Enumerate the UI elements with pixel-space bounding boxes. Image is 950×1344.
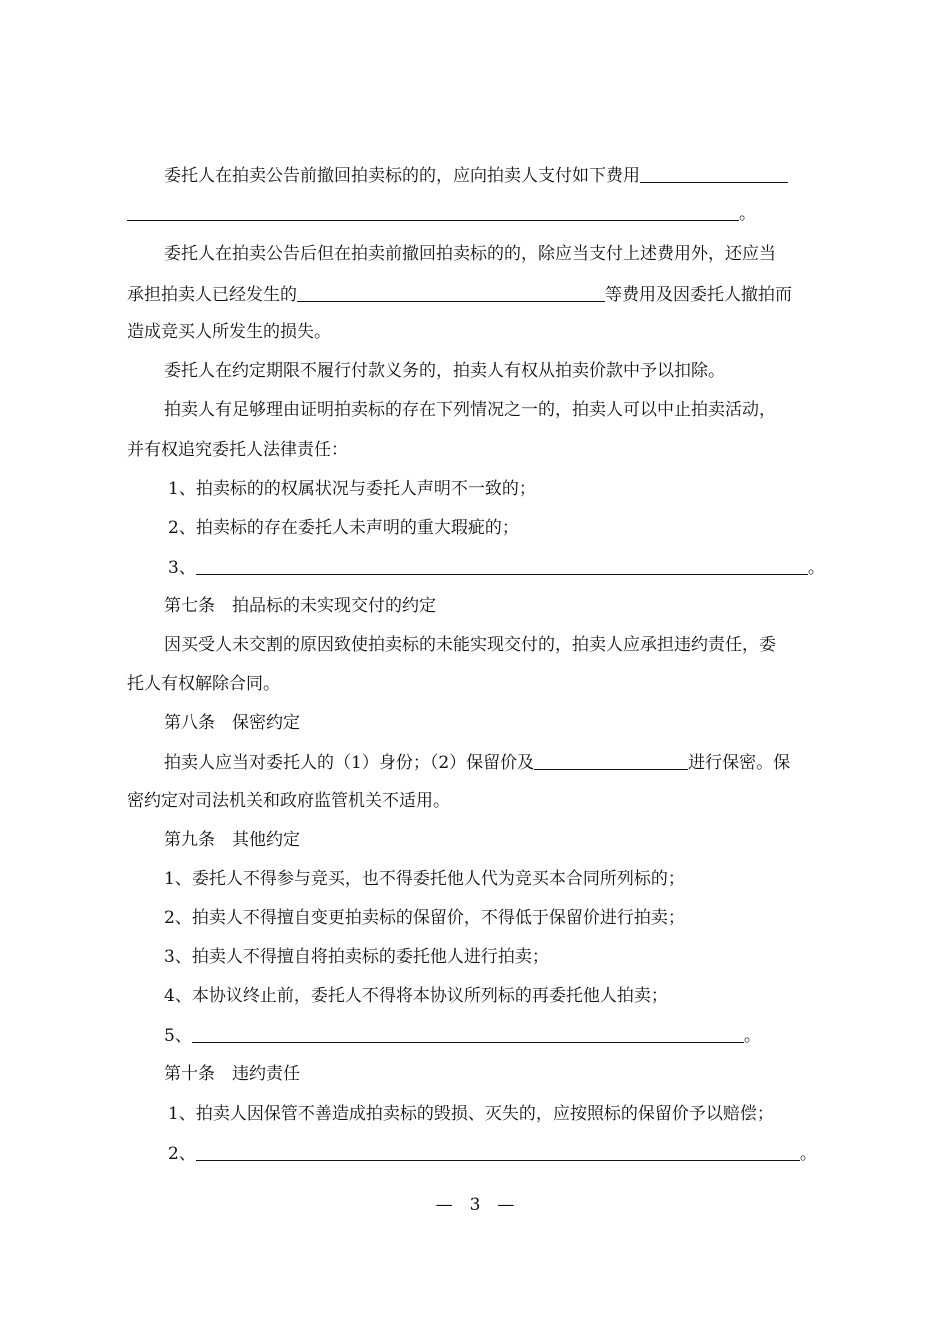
payment-default-clause [164, 360, 725, 382]
suspension-clause-line-1 [164, 399, 776, 421]
article-7-title-text: 第七条 拍品标的未实现交付的约定 [164, 596, 436, 616]
article-10-item-2-blank [196, 1142, 800, 1161]
suspension-item-1 [168, 478, 536, 500]
withdraw-after-notice-line-2 [127, 283, 792, 306]
article-7-text-2: 托人有权解除合同。 [127, 674, 280, 694]
article-9-item-3 [164, 946, 549, 968]
fee-blank-2 [127, 202, 739, 221]
article-8-line-1 [164, 751, 790, 774]
article-10-item-2 [168, 1142, 817, 1165]
article-7-title [164, 595, 436, 617]
suspension-item-2-text: 2、拍卖标的存在委托人未声明的重大瑕疵的； [168, 518, 519, 538]
article-9-item-3-text: 3、拍卖人不得擅自将拍卖标的委托他人进行拍卖； [164, 947, 549, 967]
article-9-item-1-text: 1、委托人不得参与竞买，也不得委托他人代为竞买本合同所列标的； [164, 869, 685, 889]
period: 。 [799, 1144, 817, 1164]
article-9-item-2-text: 2、拍卖人不得擅自变更拍卖标的保留价，不得低于保留价进行拍卖； [164, 908, 685, 928]
page-number: — 3 — [435, 1195, 515, 1215]
suspension-clause-text-1: 拍卖人有足够理由证明拍卖标的存在下列情况之一的，拍卖人可以中止拍卖活动， [164, 400, 776, 420]
suspension-item-3-label: 3、 [168, 558, 196, 578]
withdraw-before-notice-continuation [127, 202, 756, 225]
article-8-text-3: 密约定对司法机关和政府监管机关不适用。 [127, 791, 450, 811]
article-8-title-text: 第八条 保密约定 [164, 713, 300, 733]
article-9-title [164, 829, 300, 851]
withdraw-after-notice-text-3: 等费用及因委托人撤拍而 [605, 285, 792, 305]
period: 。 [739, 204, 756, 224]
article-7-line-1 [164, 634, 776, 656]
article-10-item-1-text: 1、拍卖人因保管不善造成拍卖标的毁损、灭失的，应按照标的保留价予以赔偿； [168, 1104, 774, 1124]
incurred-fee-blank [297, 283, 605, 302]
article-7-line-2 [127, 673, 280, 695]
fee-blank-1 [640, 164, 788, 183]
withdraw-after-notice-line-3 [127, 321, 331, 343]
article-8-text-1: 拍卖人应当对委托人的（1）身份；（2）保留价及 [164, 753, 535, 773]
suspension-item-2 [168, 517, 519, 539]
article-9-item-1 [164, 868, 685, 890]
period: 。 [743, 1026, 761, 1046]
article-9-item-5 [164, 1024, 761, 1047]
article-10-item-1 [168, 1103, 774, 1125]
article-8-line-2 [127, 790, 450, 812]
withdraw-after-notice-line-1 [164, 243, 776, 265]
withdraw-after-notice-text-1: 委托人在拍卖公告后但在拍卖前撤回拍卖标的的，除应当支付上述费用外，还应当 [164, 244, 776, 264]
article-8-title [164, 712, 300, 734]
suspension-item-1-text: 1、拍卖标的的权属状况与委托人声明不一致的； [168, 479, 536, 499]
suspension-clause-text-2: 并有权追究委托人法律责任： [127, 440, 348, 460]
article-10-title-text: 第十条 违约责任 [164, 1064, 300, 1084]
payment-default-text: 委托人在约定期限不履行付款义务的，拍卖人有权从拍卖价款中予以扣除。 [164, 361, 725, 381]
article-7-text-1: 因买受人未交割的原因致使拍卖标的未能实现交付的，拍卖人应承担违约责任，委 [164, 635, 776, 655]
withdraw-after-notice-text-4: 造成竞买人所发生的损失。 [127, 322, 331, 342]
suspension-item-3 [168, 556, 825, 579]
article-9-item-4 [164, 985, 668, 1007]
period: 。 [807, 558, 825, 578]
article-9-item-5-label: 5、 [164, 1026, 192, 1046]
article-8-text-2: 进行保密。保 [688, 753, 791, 773]
article-9-item-5-blank [192, 1024, 744, 1043]
withdraw-before-notice-text: 委托人在拍卖公告前撤回拍卖标的的，应向拍卖人支付如下费用 [164, 166, 640, 186]
withdraw-before-notice-line [164, 164, 788, 187]
withdraw-after-notice-text-2: 承担拍卖人已经发生的 [127, 285, 297, 305]
article-9-title-text: 第九条 其他约定 [164, 830, 300, 850]
suspension-clause-line-2 [127, 439, 348, 461]
article-10-title [164, 1063, 300, 1085]
article-9-item-4-text: 4、本协议终止前，委托人不得将本协议所列标的再委托他人拍卖； [164, 986, 668, 1006]
confidential-items-blank [534, 751, 688, 770]
article-9-item-2 [164, 907, 685, 929]
article-10-item-2-label: 2、 [168, 1144, 196, 1164]
suspension-item-3-blank [196, 556, 808, 575]
